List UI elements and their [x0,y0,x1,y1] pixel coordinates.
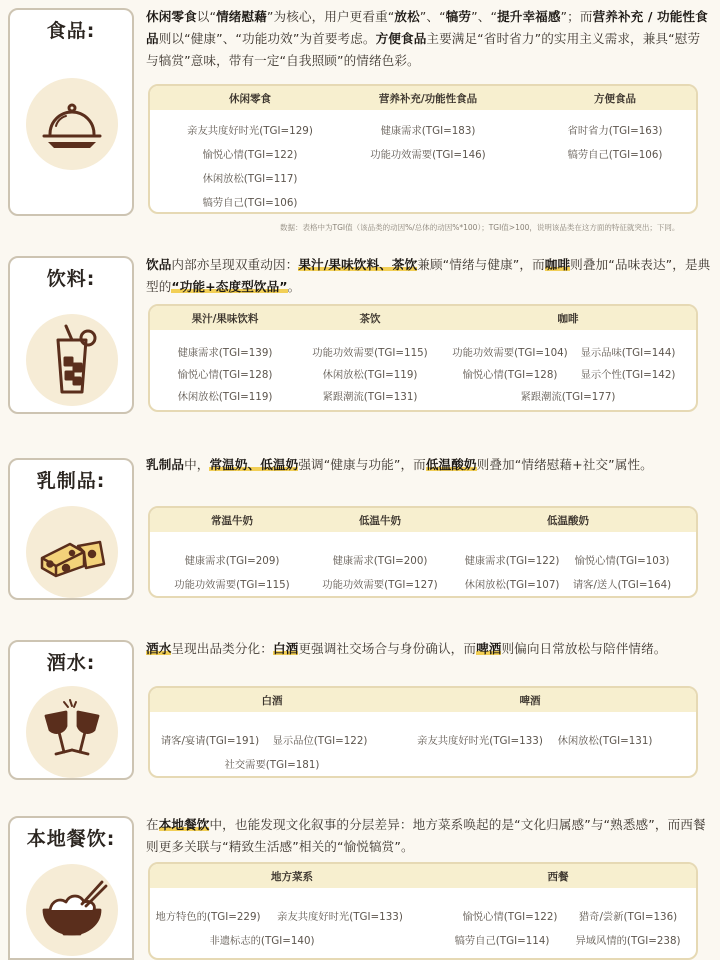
table-header [150,688,696,712]
highlighted-term: 犒劳 [445,9,472,24]
cloche-icon [26,78,118,170]
description-text: 则以“健康”、“功能功效”为首要考虑。 [158,31,376,46]
category-title: 食品: [46,20,96,42]
table-cell: 愉悦心情(TGI=122) [202,149,298,161]
table-cell: 紧跟潮流(TGI=177) [520,391,616,403]
category-card-food [8,8,134,216]
table-cell: 显示品味(TGI=144) [580,347,676,359]
table-cell: 功能功效需要(TGI=127) [322,579,438,591]
column-header: 低温酸奶 [547,515,589,527]
highlighted-term: 果汁/果味饮料、茶饮 [298,257,418,272]
description-text: 以“ [196,9,217,24]
highlighted-term: 酒水 [146,641,172,656]
highlighted-term: 饮品 [146,257,172,272]
table-cell: 地方特色的(TGI=229) [155,911,261,923]
highlighted-term: 提升幸福感 [497,9,561,24]
category-description [146,254,712,298]
highlighted-term: 低温酸奶 [425,457,477,472]
table-cell: 显示品位(TGI=122) [272,735,368,747]
section-alcohol [0,630,720,786]
table-cell: 休闲放松(TGI=107) [464,579,560,591]
table-cell: 休闲放松(TGI=119) [322,369,418,381]
description-text: 强调“健康与功能”，而 [298,457,426,472]
rice-bowl-icon [26,864,118,956]
highlighted-term: 营养补充 / 功能性食品 [146,9,708,46]
highlighted-term: 乳制品 [146,457,185,472]
table-cell: 请客/宴请(TGI=191) [160,735,260,747]
description-text: ”、“ [419,9,446,24]
highlighted-term: 方便食品 [375,31,427,46]
category-description [146,638,712,660]
table-cell: 显示个性(TGI=142) [580,369,676,381]
table-cell: 健康需求(TGI=200) [332,555,428,567]
table-cell: 请客/送人(TGI=164) [572,579,672,591]
table-cell: 休闲放松(TGI=131) [557,735,653,747]
table-header [150,508,696,532]
table-cell: 社交需要(TGI=181) [224,759,320,771]
category-description [146,454,712,476]
description-text: 则叠加“情绪慰藉+社交”属性。 [476,457,653,472]
highlighted-term: 白酒 [272,641,299,656]
category-description [146,814,712,858]
category-card-dairy [8,458,134,600]
table-cell: 愉悦心情(TGI=122) [462,911,558,923]
category-card-alcohol [8,640,134,780]
table-cell: 健康需求(TGI=183) [380,125,476,137]
description-text: ”为核心，用户更看重“ [266,9,395,24]
highlighted-term: 本地餐饮 [158,817,210,832]
category-title: 乳制品: [36,470,106,492]
wine-glasses-icon [26,686,118,778]
cheese-icon [26,506,118,598]
tgi-table [148,304,698,412]
highlighted-term: 咖啡 [544,257,571,272]
table-cell: 亲友共度好时光(TGI=133) [417,735,543,747]
description-text: 。 [287,279,301,294]
column-header: 低温牛奶 [359,515,401,527]
highlighted-term: 啤酒 [476,641,502,656]
description-text: 兼顾“情绪与健康”，而 [417,257,545,272]
column-header: 西餐 [547,871,569,883]
tgi-table [148,686,698,778]
table-cell: 愉悦心情(TGI=128) [462,369,558,381]
description-text: ”、“ [471,9,498,24]
tgi-table [148,506,698,598]
description-text: 中， [184,457,210,472]
category-description [146,6,712,72]
table-cell: 健康需求(TGI=139) [177,347,273,359]
category-card-local-dining [8,816,134,960]
column-header: 咖啡 [557,313,579,325]
column-header: 啤酒 [519,695,541,707]
category-title: 酒水: [46,652,96,674]
table-header [150,306,696,330]
table-header [150,86,696,110]
section-dairy [0,448,720,608]
description-text: ”；而 [560,9,593,24]
table-cell: 亲友共度好时光(TGI=133) [277,911,403,923]
column-header: 常温牛奶 [211,515,253,527]
iced-drink-icon [26,314,118,406]
table-cell: 功能功效需要(TGI=115) [174,579,290,591]
tgi-table [148,862,698,960]
description-text: 则偏向日常放松与陪伴情绪。 [501,641,667,656]
highlighted-term: 常温奶、低温奶 [209,457,299,472]
table-cell: 休闲放松(TGI=119) [177,391,273,403]
section-local-dining [0,806,720,960]
description-text: 呈现出品类分化： [171,641,273,656]
column-header: 白酒 [261,695,283,707]
table-cell: 犒劳自己(TGI=114) [454,935,550,947]
tgi-table [148,84,698,214]
description-text: 在 [146,817,159,832]
table-cell: 异域风情的(TGI=238) [575,935,681,947]
table-cell: 紧跟潮流(TGI=131) [322,391,418,403]
section-food [0,0,720,240]
table-cell: 休闲放松(TGI=117) [202,173,298,185]
table-cell: 愉悦心情(TGI=103) [574,555,670,567]
category-title: 本地餐饮: [26,828,116,850]
category-card-beverage [8,256,134,414]
description-text: 更强调社交场合与身份确认，而 [298,641,477,656]
highlighted-term: 情绪慰藉 [216,9,267,24]
table-header [150,864,696,888]
description-text: 主要满足“省时省力”的实用主义需求，兼具“慰劳与犒赏”意味，带有一定“自我照顾”的情绪色彩。 [146,31,701,68]
highlighted-term: 放松 [394,9,420,24]
table-cell: 功能功效需要(TGI=115) [312,347,428,359]
table-cell: 非遗标志的(TGI=140) [209,935,315,947]
table-cell: 功能功效需要(TGI=104) [452,347,568,359]
column-header: 休闲零食 [229,93,271,105]
table-cell: 亲友共度好时光(TGI=129) [187,125,313,137]
table-cell: 犒劳自己(TGI=106) [567,149,663,161]
column-header: 果汁/果味饮料 [191,313,259,325]
table-cell: 犒劳自己(TGI=106) [202,197,298,209]
description-text: 则叠加“品味表达”，是典型的 [146,257,711,294]
table-cell: 健康需求(TGI=122) [464,555,560,567]
description-text: 内部亦呈现双重动因： [171,257,299,272]
category-title: 饮料: [46,268,96,290]
table-cell: 猎奇/尝新(TGI=136) [578,911,678,923]
data-note: 数据：表格中为TGI值（该品类的动因%/总体的动因%*100）；TGI值>100，说明该品类在这方面的特征就突出；下同。 [280,223,680,232]
table-cell: 健康需求(TGI=209) [184,555,280,567]
table-cell: 愉悦心情(TGI=128) [177,369,273,381]
table-cell: 功能功效需要(TGI=146) [370,149,486,161]
description-text: 中，也能发现文化叙事的分层差异：地方菜系唤起的是“文化归属感”与“熟悉感”，而西餐则更多关联与“精致生活感”相关的“愉悦犒赏”。 [146,817,706,854]
column-header: 营养补充/功能性食品 [378,93,478,105]
highlighted-term: 休闲零食 [146,9,197,24]
column-header: 茶饮 [359,313,381,325]
highlighted-term: “功能+态度型饮品” [171,279,288,294]
column-header: 地方菜系 [271,871,313,883]
section-beverage [0,246,720,422]
table-cell: 省时省力(TGI=163) [567,125,663,137]
column-header: 方便食品 [594,93,636,105]
